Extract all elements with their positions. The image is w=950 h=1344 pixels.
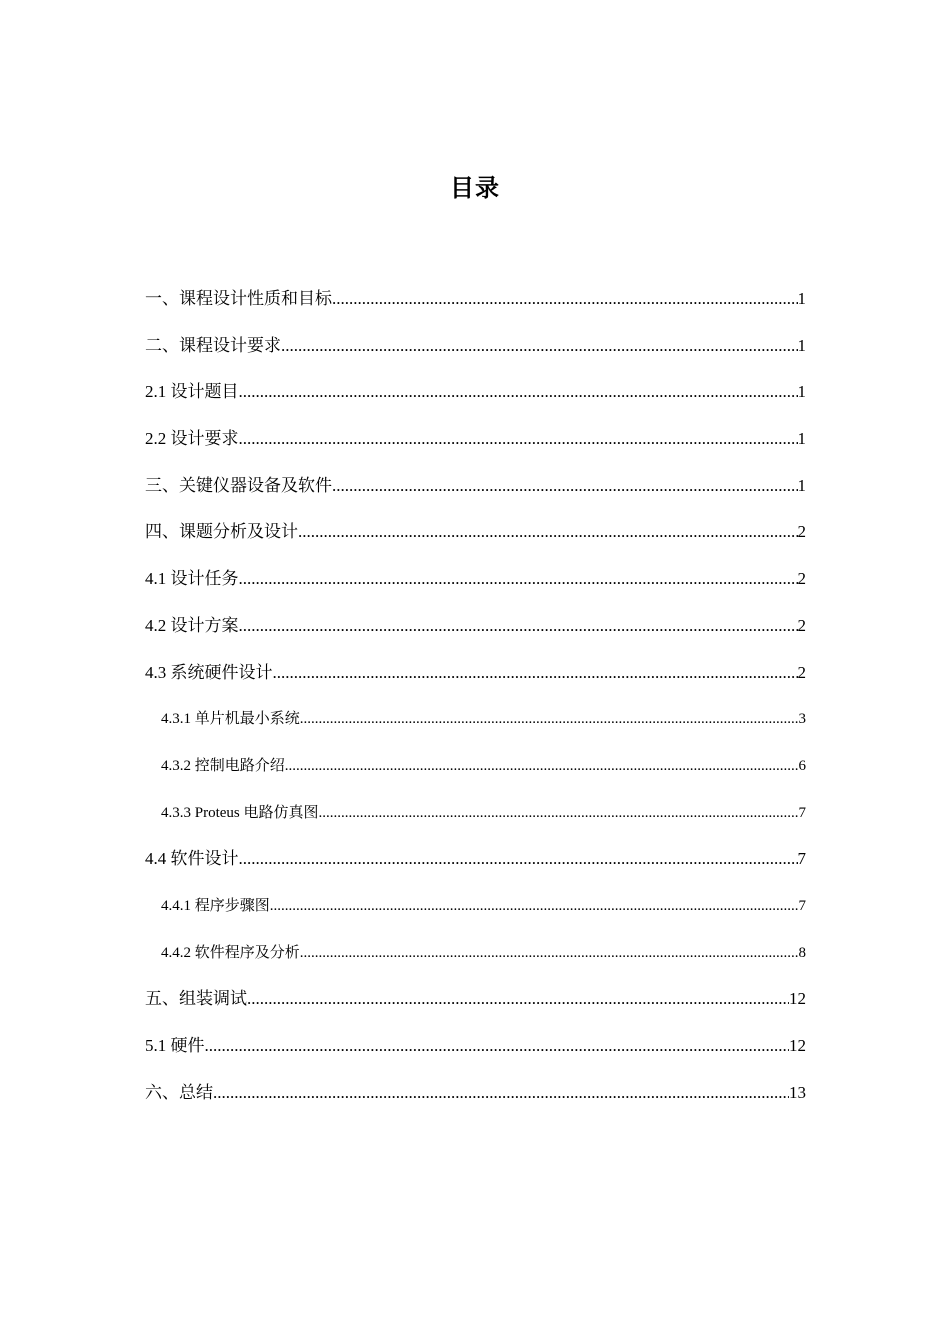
toc-entry-label: 一、课程设计性质和目标	[145, 289, 332, 308]
toc-dot-leader	[239, 840, 798, 878]
toc-dot-leader	[332, 280, 798, 318]
toc-entry[interactable]	[145, 934, 806, 981]
toc-list	[145, 280, 806, 1120]
toc-entry-label: 4.4.2 软件程序及分析	[161, 944, 300, 961]
toc-entry[interactable]	[145, 794, 806, 841]
toc-entry-label: 4.1 设计任务	[145, 569, 239, 589]
toc-entry[interactable]	[145, 747, 806, 794]
toc-entry[interactable]	[145, 373, 806, 420]
toc-entry-page: 7	[798, 804, 806, 821]
toc-dot-leader	[300, 700, 799, 738]
toc-dot-leader	[239, 607, 798, 645]
toc-entry-label: 5.1 硬件	[145, 1036, 205, 1055]
toc-entry[interactable]	[145, 560, 806, 607]
toc-entry[interactable]	[145, 513, 806, 560]
toc-entry-page: 7	[797, 849, 806, 869]
toc-dot-leader	[281, 327, 798, 365]
toc-entry-page: 13	[789, 1082, 806, 1102]
toc-entry-page: 2	[797, 569, 806, 589]
toc-entry-page: 1	[797, 475, 806, 495]
toc-entry-label: 2.2 设计要求	[145, 429, 239, 449]
toc-entry-page: 2	[797, 662, 806, 682]
toc-dot-leader	[239, 560, 798, 598]
toc-dot-leader	[205, 1027, 790, 1065]
toc-title: 目录	[450, 174, 500, 202]
toc-dot-leader	[213, 1074, 789, 1112]
toc-entry-label: 四、课题分析及设计	[145, 522, 298, 542]
toc-entry-label: 2.1 设计题目	[145, 382, 239, 402]
toc-entry-page: 6	[798, 757, 806, 774]
toc-entry-page: 12	[789, 1036, 806, 1055]
toc-entry[interactable]	[145, 327, 806, 374]
toc-entry-label: 4.3 系统硬件设计	[145, 662, 273, 682]
toc-dot-leader	[270, 887, 799, 925]
toc-entry[interactable]	[145, 840, 806, 887]
toc-entry-label: 三、关键仪器设备及软件	[145, 475, 332, 495]
toc-entry-page: 12	[789, 989, 806, 1009]
toc-entry-label: 4.3.3 Proteus 电路仿真图	[161, 804, 319, 821]
toc-entry-label: 4.3.2 控制电路介绍	[161, 757, 285, 774]
toc-dot-leader	[298, 513, 798, 551]
toc-entry[interactable]	[145, 887, 806, 934]
toc-entry-page: 1	[797, 289, 806, 308]
toc-entry[interactable]	[145, 467, 806, 514]
toc-entry-page: 1	[797, 382, 806, 402]
toc-entry-page: 2	[797, 615, 806, 635]
toc-entry[interactable]	[145, 700, 806, 747]
toc-entry-page: 3	[798, 711, 806, 728]
toc-entry[interactable]	[145, 607, 806, 654]
toc-dot-leader	[332, 467, 798, 505]
toc-dot-leader	[239, 420, 798, 458]
toc-dot-leader	[300, 934, 799, 972]
toc-entry-label: 4.4 软件设计	[145, 849, 239, 869]
toc-entry-label: 4.2 设计方案	[145, 615, 239, 635]
toc-entry[interactable]	[145, 280, 806, 327]
toc-entry-label: 六、总结	[145, 1082, 213, 1102]
toc-dot-leader	[273, 654, 798, 692]
toc-dot-leader	[319, 794, 799, 832]
toc-entry[interactable]	[145, 654, 806, 701]
toc-entry[interactable]	[145, 1074, 806, 1121]
toc-entry-page: 1	[797, 429, 806, 449]
toc-entry[interactable]	[145, 420, 806, 467]
toc-entry-label: 二、课程设计要求	[145, 335, 281, 355]
toc-dot-leader	[239, 373, 798, 411]
toc-entry-page: 7	[798, 897, 806, 914]
toc-entry[interactable]	[145, 980, 806, 1027]
toc-dot-leader	[285, 747, 799, 785]
toc-entry[interactable]	[145, 1027, 806, 1074]
toc-dot-leader	[247, 980, 789, 1018]
toc-entry-label: 4.3.1 单片机最小系统	[161, 711, 300, 728]
toc-entry-label: 4.4.1 程序步骤图	[161, 897, 270, 914]
toc-entry-label: 五、组装调试	[145, 989, 247, 1009]
toc-entry-page: 2	[797, 522, 806, 542]
toc-entry-page: 1	[797, 335, 806, 355]
toc-entry-page: 8	[798, 944, 806, 961]
